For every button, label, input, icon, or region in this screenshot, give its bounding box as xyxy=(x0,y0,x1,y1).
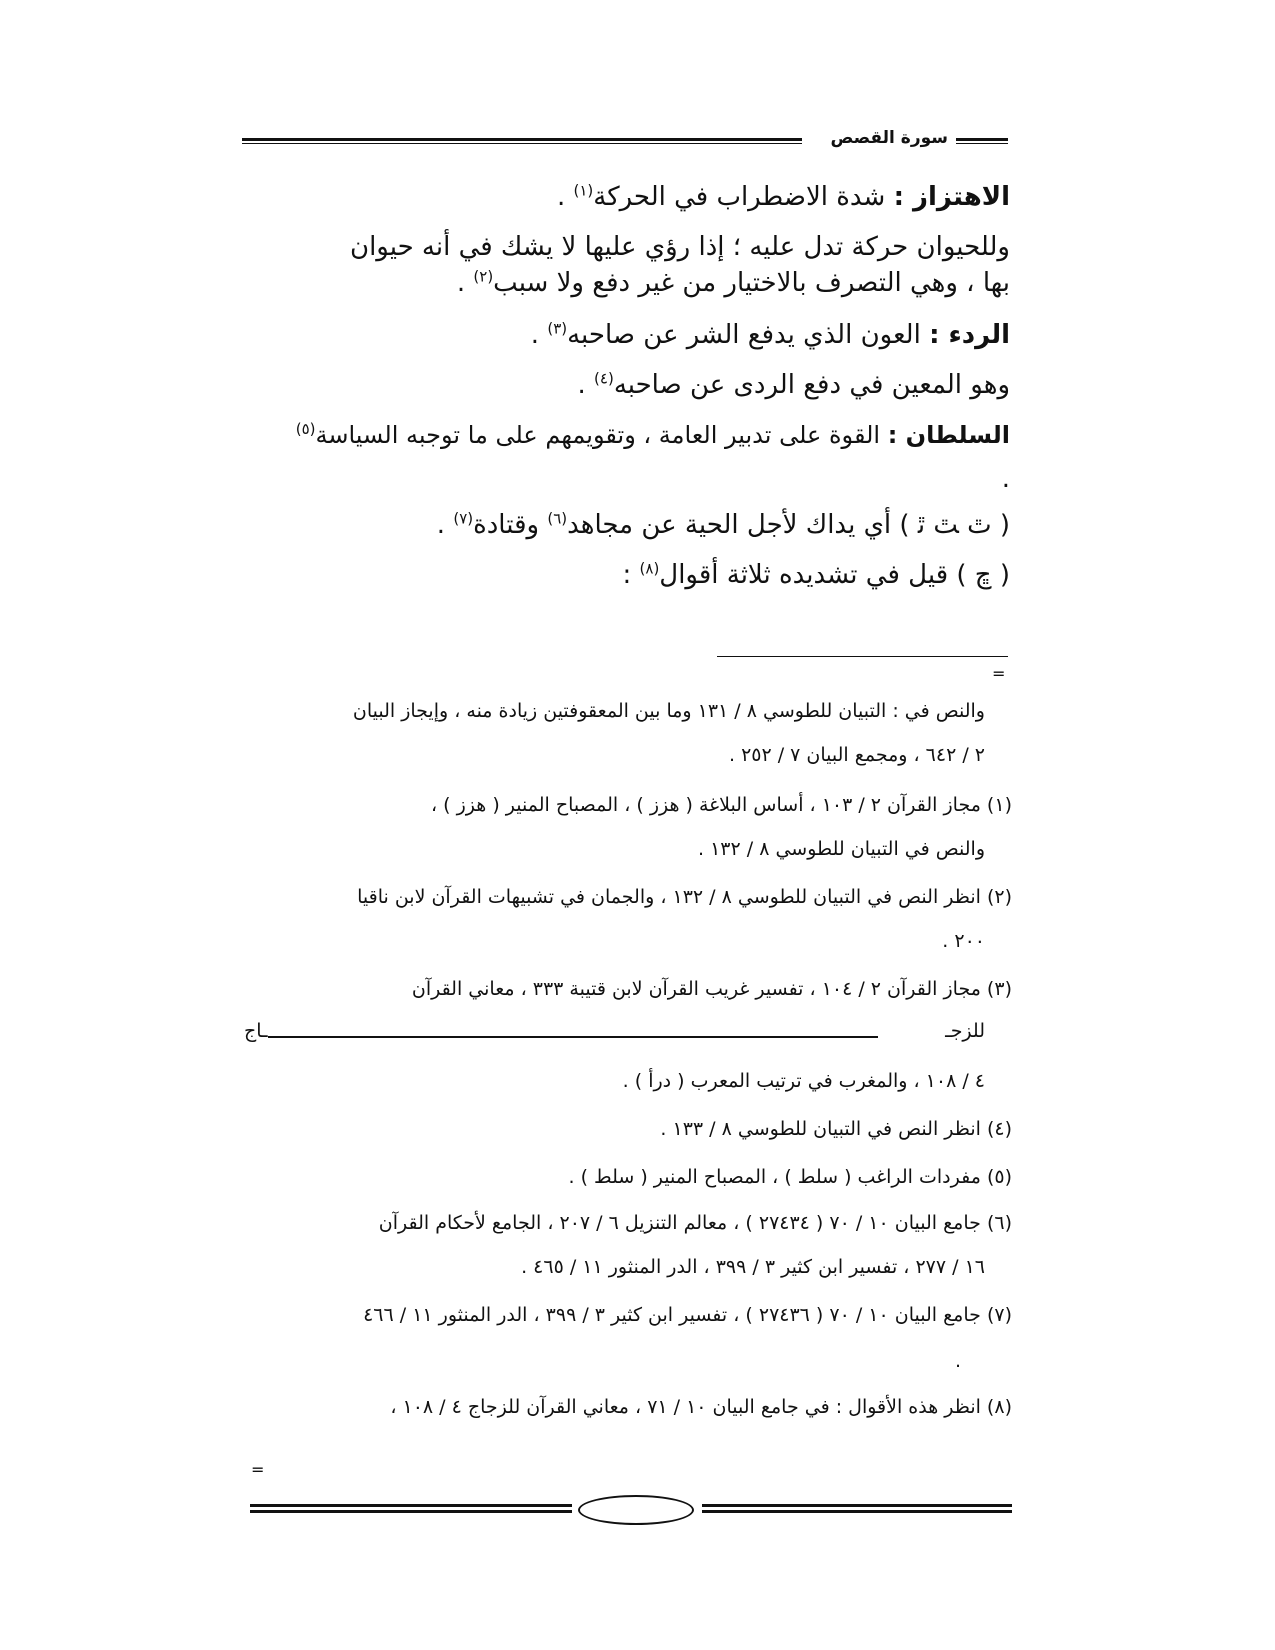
footnote-ref: (٣) xyxy=(547,319,568,338)
footnote-line: للزجـ xyxy=(945,1020,985,1042)
footnote-line: (١) مجاز القرآن ٢ / ١٠٣ ، أساس البلاغة ( هزز ) ، المصباح المنير ( هزز ) ، xyxy=(431,794,1012,816)
footnote-line: ـاج xyxy=(244,1020,268,1042)
footnote-line: (٧) جامع البيان ١٠ / ٧٠ ( ٢٧٤٣٦ ) ، تفسير ابن كثير ٣ / ٣٩٩ ، الدر المنثور ١١ / ٤٦٦ xyxy=(363,1304,1012,1326)
footnote-ref: (٧) xyxy=(453,509,474,528)
body-line xyxy=(457,266,1010,300)
footnote-line: ٢ / ٦٤٢ ، ومجمع البيان ٧ / ٢٥٢ . xyxy=(728,744,985,766)
line-tail: وقتادة xyxy=(473,510,548,540)
line-text: وهو المعين في دفع الردى عن صاحبه xyxy=(613,370,1010,400)
footnote-line: (٢) انظر النص في التبيان للطوسي ٨ / ١٣٢ ، والجمان في تشبيهات القرآن لابن ناقيا xyxy=(357,886,1012,908)
line-text: شدة الاضطراب في الحركة xyxy=(593,182,894,212)
term-heading: الردء : xyxy=(929,320,1010,350)
body-line xyxy=(531,318,1010,352)
line-text: القوة على تدبير العامة ، وتقويمهم على ما توجبه السياسة xyxy=(315,421,888,449)
line-tail: . xyxy=(530,320,548,350)
footnote-line: ١٦ / ٢٧٧ ، تفسير ابن كثير ٣ / ٣٩٩ ، الدر المنثور ١١ / ٤٦٥ . xyxy=(521,1256,985,1278)
body-line xyxy=(622,558,1010,592)
header-rule-short xyxy=(956,138,1008,144)
body-line xyxy=(437,508,1010,542)
footer-rule-right xyxy=(702,1504,1012,1513)
footnote-ref: (٢) xyxy=(473,267,494,286)
footnote-ref: (٨) xyxy=(639,559,660,578)
body-line xyxy=(1002,462,1010,496)
term-heading: الاهتزاز : xyxy=(893,182,1010,212)
footer-rule-left xyxy=(250,1504,572,1513)
footnote-line: . xyxy=(954,1350,961,1372)
header-rule-long xyxy=(242,138,802,144)
footnote-line: والنص في : التبيان للطوسي ٨ / ١٣١ وما بين المعقوفتين زيادة منه ، وإيجاز البيان xyxy=(352,700,985,722)
continuation-mark: = xyxy=(251,1460,265,1479)
footnote-separator xyxy=(717,656,1008,657)
footnote-line: (٣) مجاز القرآن ٢ / ١٠٤ ، تفسير غريب القرآن لابن قتيبة ٣٣٣ ، معاني القرآن xyxy=(411,978,1012,1000)
footnote-line: (٥) مفردات الراغب ( سلط ) ، المصباح المنير ( سلط ) . xyxy=(568,1166,1012,1188)
line-text: ( ﭾ ) قيل في تشديده ثلاثة أقوال xyxy=(659,560,1010,590)
line-tail: . xyxy=(436,510,454,540)
footnote-line: ٤ / ١٠٨ ، والمغرب في ترتيب المعرب ( درأ ) . xyxy=(622,1070,985,1092)
line-tail: . xyxy=(556,182,574,212)
footnote-line: ٢٠٠ . xyxy=(942,930,985,952)
page-footer-ornament xyxy=(250,1495,1012,1525)
page-number-oval xyxy=(578,1495,694,1525)
footnote-ref: (٥) xyxy=(295,420,316,438)
body-line xyxy=(296,418,1010,452)
line-tail: . xyxy=(456,268,474,298)
footnote-line: (٤) انظر النص في التبيان للطوسي ٨ / ١٣٣ . xyxy=(660,1118,1012,1140)
line-tail: : xyxy=(622,560,640,590)
footnote-ref: (٦) xyxy=(547,509,568,528)
body-line xyxy=(557,180,1010,214)
footnote-line: (٦) جامع البيان ١٠ / ٧٠ ( ٢٧٤٣٤ ) ، معالم التنزيل ٦ / ٢٠٧ ، الجامع لأحكام القرآن xyxy=(378,1212,1012,1234)
kashida-stretch xyxy=(268,1036,878,1038)
line-text: بها ، وهي التصرف بالاختيار من غير دفع ولا سبب xyxy=(493,268,1010,298)
line-tail: . xyxy=(577,370,595,400)
line-text: العون الذي يدفع الشر عن صاحبه xyxy=(567,320,930,350)
footnote-ref: (٤) xyxy=(594,369,614,388)
continuation-mark: = xyxy=(992,664,1006,683)
line-text: . xyxy=(1001,464,1010,494)
term-heading: السلطان : xyxy=(887,421,1010,449)
surah-title: سورة القصص xyxy=(830,128,948,148)
footnote-line: والنص في التبيان للطوسي ٨ / ١٣٢ . xyxy=(698,838,985,860)
line-text: ( ﭢ ﭣ ﭤ ) أي يداك لأجل الحية عن مجاهد xyxy=(567,510,1010,540)
body-line xyxy=(578,368,1010,402)
footnote-line: (٨) انظر هذه الأقوال : في جامع البيان ١٠ / ٧١ ، معاني القرآن للزجاج ٤ / ١٠٨ ، xyxy=(390,1396,1012,1418)
running-header xyxy=(242,124,1012,158)
line-text: وللحيوان حركة تدل عليه ؛ إذا رؤي عليها لا يشك في أنه حيوان xyxy=(349,232,1010,262)
footnote-ref: (١) xyxy=(573,181,594,200)
body-line xyxy=(350,230,1010,264)
